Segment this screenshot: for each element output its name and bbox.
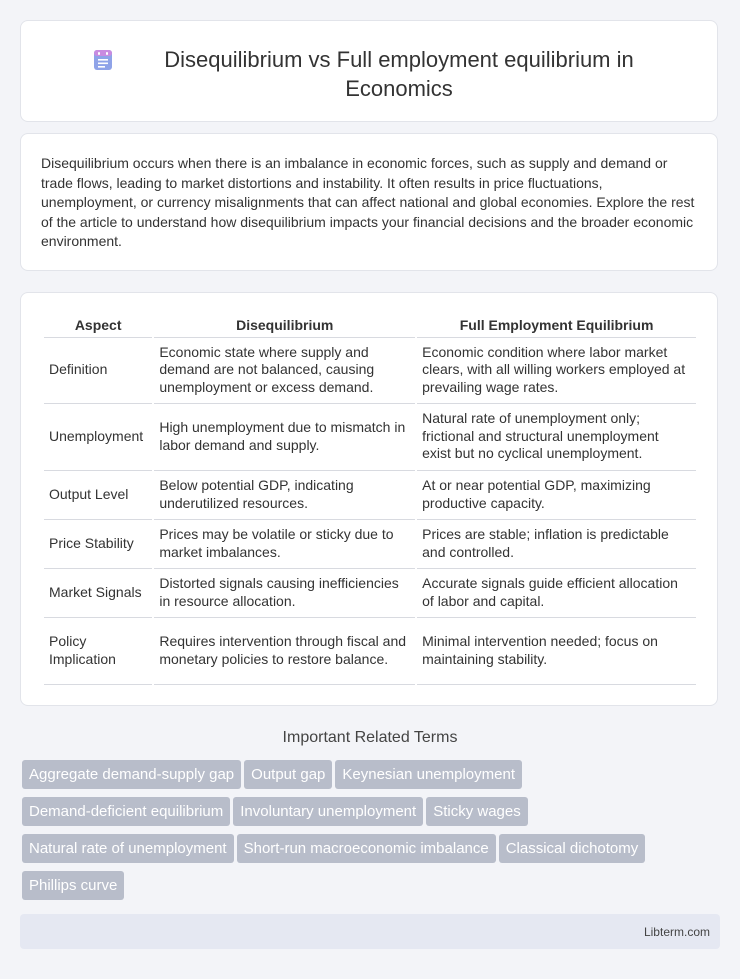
related-term-tag[interactable]: Phillips curve: [22, 871, 124, 900]
header-aspect: Aspect: [44, 315, 152, 338]
cell-full-employment: At or near potential GDP, maximizing productive capacity.: [417, 471, 696, 520]
cell-disequilibrium: Below potential GDP, indicating underutilized resources.: [154, 471, 415, 520]
cell-aspect: Price Stability: [44, 520, 152, 569]
related-term-tag[interactable]: Keynesian unemployment: [335, 760, 522, 789]
cell-full-employment: Natural rate of unemployment only; frictional and structural unemployment exist but no cyclical unemployment.: [417, 404, 696, 471]
cell-aspect: Definition: [44, 338, 152, 404]
related-term-tag[interactable]: Aggregate demand-supply gap: [22, 760, 241, 789]
related-term-tag[interactable]: Natural rate of unemployment: [22, 834, 234, 863]
header-disequilibrium: Disequilibrium: [154, 315, 415, 338]
document-icon: [91, 48, 115, 72]
table-row: [44, 618, 696, 685]
related-term-tag[interactable]: Short-run macroeconomic imbalance: [237, 834, 496, 863]
cell-aspect: Market Signals: [44, 569, 152, 618]
related-term-tag[interactable]: Involuntary unemployment: [233, 797, 423, 826]
table-row: [44, 404, 696, 471]
cell-disequilibrium: Prices may be volatile or sticky due to market imbalances.: [154, 520, 415, 569]
cell-full-employment: Accurate signals guide efficient allocation of labor and capital.: [417, 569, 696, 618]
related-term-tag[interactable]: Classical dichotomy: [499, 834, 646, 863]
related-term-tag[interactable]: Demand-deficient equilibrium: [22, 797, 230, 826]
related-term-tag[interactable]: Sticky wages: [426, 797, 528, 826]
table-row: [44, 569, 696, 618]
cell-full-employment: Prices are stable; inflation is predictable and controlled.: [417, 520, 696, 569]
intro-card: [20, 133, 718, 271]
page-title: [21, 45, 717, 103]
cell-disequilibrium: Requires intervention through fiscal and monetary policies to restore balance.: [154, 618, 415, 685]
cell-aspect: Output Level: [44, 471, 152, 520]
footer-site-link[interactable]: Libterm.com: [643, 925, 710, 939]
header-full-employment: Full Employment Equilibrium: [417, 315, 696, 338]
cell-aspect: Policy Implication: [44, 618, 152, 685]
related-terms-heading: Important Related Terms: [282, 729, 458, 746]
table-row: [44, 520, 696, 569]
cell-full-employment: Minimal intervention needed; focus on maintaining stability.: [417, 618, 696, 685]
title-card: [20, 20, 718, 122]
cell-disequilibrium: Distorted signals causing inefficiencies in resource allocation.: [154, 569, 415, 618]
page-title-line-1: Disequilibrium vs Full employment equilibrium in: [164, 47, 634, 72]
footer: [20, 914, 720, 949]
intro-paragraph: Disequilibrium occurs when there is an imbalance in economic forces, such as supply and demand or trade flows, leading to market distortions and instability. It often results in price fluctuations, unemployment, or currency misalignments that can affect national and global economies. Explore the rest of the article to understand how disequilibrium impacts your financial decisions and the broader economic environment.: [41, 155, 695, 250]
comparison-table-card: [20, 292, 718, 706]
page-title-line-2: Economics: [345, 76, 453, 101]
related-term-tag[interactable]: Output gap: [244, 760, 332, 789]
cell-full-employment: Economic condition where labor market clears, with all willing workers employed at prevailing wage rates.: [417, 338, 696, 404]
title-wrap: [21, 45, 717, 103]
table-row: [44, 338, 696, 404]
table-row: [44, 471, 696, 520]
table-header-row: [44, 315, 696, 338]
cell-disequilibrium: Economic state where supply and demand are not balanced, causing unemployment or excess demand.: [154, 338, 415, 404]
cell-disequilibrium: High unemployment due to mismatch in labor demand and supply.: [154, 404, 415, 471]
cell-aspect: Unemployment: [44, 404, 152, 471]
comparison-table: [42, 315, 698, 685]
related-terms-list: [22, 760, 722, 908]
